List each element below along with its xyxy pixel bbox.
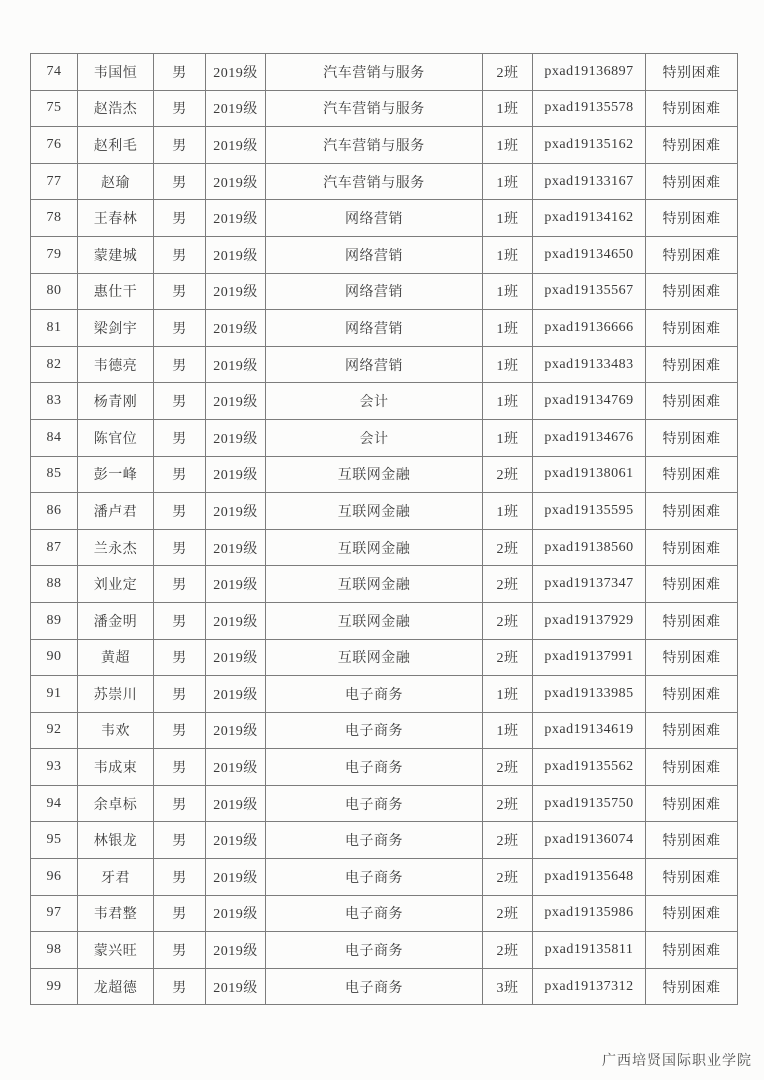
table-row xyxy=(31,419,738,456)
cell-class: 1班 xyxy=(483,127,533,164)
cell-class: 2班 xyxy=(483,859,533,896)
cell-grade: 2019级 xyxy=(206,968,266,1005)
cell-gender: 男 xyxy=(154,895,206,932)
cell-student-name: 彭一峰 xyxy=(78,456,154,493)
cell-difficulty-status: 特别困难 xyxy=(646,822,738,859)
table-row xyxy=(31,90,738,127)
cell-gender: 男 xyxy=(154,383,206,420)
cell-difficulty-status: 特别困难 xyxy=(646,310,738,347)
cell-class: 2班 xyxy=(483,54,533,91)
cell-student-id: pxad19138061 xyxy=(533,456,646,493)
cell-class: 1班 xyxy=(483,493,533,530)
cell-difficulty-status: 特别困难 xyxy=(646,200,738,237)
cell-row-number: 82 xyxy=(31,346,78,383)
table-row xyxy=(31,163,738,200)
cell-row-number: 74 xyxy=(31,54,78,91)
cell-difficulty-status: 特别困难 xyxy=(646,346,738,383)
cell-student-name: 赵浩杰 xyxy=(78,90,154,127)
table-row xyxy=(31,54,738,91)
cell-gender: 男 xyxy=(154,676,206,713)
cell-major: 网络营销 xyxy=(266,346,483,383)
cell-student-name: 赵瑜 xyxy=(78,163,154,200)
cell-student-id: pxad19134619 xyxy=(533,712,646,749)
cell-class: 1班 xyxy=(483,163,533,200)
cell-grade: 2019级 xyxy=(206,163,266,200)
cell-student-id: pxad19135578 xyxy=(533,90,646,127)
table-row xyxy=(31,456,738,493)
cell-student-name: 兰永杰 xyxy=(78,529,154,566)
cell-class: 2班 xyxy=(483,602,533,639)
cell-row-number: 87 xyxy=(31,529,78,566)
cell-row-number: 99 xyxy=(31,968,78,1005)
cell-student-id: pxad19135986 xyxy=(533,895,646,932)
cell-grade: 2019级 xyxy=(206,310,266,347)
cell-student-name: 龙超德 xyxy=(78,968,154,1005)
cell-major: 电子商务 xyxy=(266,749,483,786)
cell-major: 电子商务 xyxy=(266,895,483,932)
cell-row-number: 88 xyxy=(31,566,78,603)
cell-gender: 男 xyxy=(154,456,206,493)
cell-student-id: pxad19137347 xyxy=(533,566,646,603)
cell-student-id: pxad19138560 xyxy=(533,529,646,566)
cell-difficulty-status: 特别困难 xyxy=(646,639,738,676)
cell-major: 网络营销 xyxy=(266,273,483,310)
cell-student-id: pxad19135811 xyxy=(533,932,646,969)
table-row xyxy=(31,529,738,566)
cell-major: 互联网金融 xyxy=(266,639,483,676)
table-row xyxy=(31,859,738,896)
cell-gender: 男 xyxy=(154,90,206,127)
cell-gender: 男 xyxy=(154,859,206,896)
table-row xyxy=(31,566,738,603)
cell-gender: 男 xyxy=(154,968,206,1005)
cell-major: 网络营销 xyxy=(266,200,483,237)
cell-student-name: 牙君 xyxy=(78,859,154,896)
cell-difficulty-status: 特别困难 xyxy=(646,273,738,310)
cell-major: 互联网金融 xyxy=(266,602,483,639)
cell-gender: 男 xyxy=(154,822,206,859)
cell-row-number: 79 xyxy=(31,236,78,273)
cell-class: 1班 xyxy=(483,236,533,273)
cell-major: 网络营销 xyxy=(266,310,483,347)
cell-difficulty-status: 特别困难 xyxy=(646,602,738,639)
cell-grade: 2019级 xyxy=(206,602,266,639)
cell-row-number: 78 xyxy=(31,200,78,237)
cell-grade: 2019级 xyxy=(206,566,266,603)
cell-major: 电子商务 xyxy=(266,676,483,713)
cell-grade: 2019级 xyxy=(206,932,266,969)
cell-student-name: 韦欢 xyxy=(78,712,154,749)
cell-class: 2班 xyxy=(483,456,533,493)
cell-grade: 2019级 xyxy=(206,54,266,91)
cell-difficulty-status: 特别困难 xyxy=(646,419,738,456)
cell-grade: 2019级 xyxy=(206,712,266,749)
cell-difficulty-status: 特别困难 xyxy=(646,749,738,786)
cell-class: 2班 xyxy=(483,822,533,859)
cell-class: 2班 xyxy=(483,529,533,566)
cell-gender: 男 xyxy=(154,236,206,273)
cell-gender: 男 xyxy=(154,712,206,749)
cell-class: 1班 xyxy=(483,346,533,383)
cell-student-name: 王春林 xyxy=(78,200,154,237)
cell-student-id: pxad19137312 xyxy=(533,968,646,1005)
cell-student-id: pxad19133985 xyxy=(533,676,646,713)
cell-student-id: pxad19134650 xyxy=(533,236,646,273)
cell-major: 电子商务 xyxy=(266,712,483,749)
cell-gender: 男 xyxy=(154,529,206,566)
table-row xyxy=(31,639,738,676)
cell-student-id: pxad19134769 xyxy=(533,383,646,420)
cell-gender: 男 xyxy=(154,200,206,237)
cell-student-name: 韦君整 xyxy=(78,895,154,932)
table-row xyxy=(31,822,738,859)
cell-major: 汽车营销与服务 xyxy=(266,54,483,91)
cell-grade: 2019级 xyxy=(206,639,266,676)
cell-student-id: pxad19135648 xyxy=(533,859,646,896)
cell-gender: 男 xyxy=(154,346,206,383)
cell-row-number: 91 xyxy=(31,676,78,713)
cell-row-number: 95 xyxy=(31,822,78,859)
cell-gender: 男 xyxy=(154,310,206,347)
cell-grade: 2019级 xyxy=(206,785,266,822)
cell-grade: 2019级 xyxy=(206,529,266,566)
cell-row-number: 93 xyxy=(31,749,78,786)
cell-difficulty-status: 特别困难 xyxy=(646,493,738,530)
cell-student-id: pxad19135750 xyxy=(533,785,646,822)
cell-class: 2班 xyxy=(483,785,533,822)
cell-gender: 男 xyxy=(154,273,206,310)
cell-gender: 男 xyxy=(154,127,206,164)
cell-difficulty-status: 特别困难 xyxy=(646,968,738,1005)
cell-student-name: 林银龙 xyxy=(78,822,154,859)
cell-student-name: 杨青刚 xyxy=(78,383,154,420)
cell-grade: 2019级 xyxy=(206,236,266,273)
cell-difficulty-status: 特别困难 xyxy=(646,383,738,420)
cell-gender: 男 xyxy=(154,639,206,676)
cell-student-id: pxad19136074 xyxy=(533,822,646,859)
cell-student-name: 黄超 xyxy=(78,639,154,676)
cell-row-number: 80 xyxy=(31,273,78,310)
table-row xyxy=(31,346,738,383)
cell-row-number: 77 xyxy=(31,163,78,200)
cell-grade: 2019级 xyxy=(206,676,266,713)
cell-gender: 男 xyxy=(154,493,206,530)
cell-major: 会计 xyxy=(266,383,483,420)
cell-difficulty-status: 特别困难 xyxy=(646,566,738,603)
cell-row-number: 76 xyxy=(31,127,78,164)
table-row xyxy=(31,676,738,713)
table-body xyxy=(31,54,738,1005)
cell-row-number: 97 xyxy=(31,895,78,932)
cell-grade: 2019级 xyxy=(206,200,266,237)
cell-difficulty-status: 特别困难 xyxy=(646,895,738,932)
table-row xyxy=(31,712,738,749)
cell-gender: 男 xyxy=(154,932,206,969)
cell-student-name: 韦成束 xyxy=(78,749,154,786)
table-row xyxy=(31,749,738,786)
cell-student-name: 潘卢君 xyxy=(78,493,154,530)
cell-difficulty-status: 特别困难 xyxy=(646,236,738,273)
cell-student-id: pxad19136897 xyxy=(533,54,646,91)
cell-major: 互联网金融 xyxy=(266,529,483,566)
cell-row-number: 89 xyxy=(31,602,78,639)
cell-student-id: pxad19133167 xyxy=(533,163,646,200)
cell-row-number: 75 xyxy=(31,90,78,127)
cell-gender: 男 xyxy=(154,419,206,456)
cell-grade: 2019级 xyxy=(206,127,266,164)
cell-class: 1班 xyxy=(483,200,533,237)
cell-row-number: 94 xyxy=(31,785,78,822)
cell-class: 2班 xyxy=(483,639,533,676)
cell-class: 3班 xyxy=(483,968,533,1005)
table-row xyxy=(31,236,738,273)
cell-grade: 2019级 xyxy=(206,383,266,420)
cell-student-id: pxad19137929 xyxy=(533,602,646,639)
table-row xyxy=(31,200,738,237)
cell-row-number: 86 xyxy=(31,493,78,530)
cell-class: 1班 xyxy=(483,419,533,456)
table-row xyxy=(31,895,738,932)
cell-difficulty-status: 特别困难 xyxy=(646,456,738,493)
cell-student-name: 蒙建城 xyxy=(78,236,154,273)
cell-class: 1班 xyxy=(483,90,533,127)
cell-major: 互联网金融 xyxy=(266,493,483,530)
cell-grade: 2019级 xyxy=(206,493,266,530)
cell-major: 汽车营销与服务 xyxy=(266,127,483,164)
cell-class: 1班 xyxy=(483,383,533,420)
cell-student-id: pxad19135562 xyxy=(533,749,646,786)
cell-major: 汽车营销与服务 xyxy=(266,163,483,200)
cell-class: 2班 xyxy=(483,566,533,603)
cell-difficulty-status: 特别困难 xyxy=(646,54,738,91)
cell-student-name: 惠仕干 xyxy=(78,273,154,310)
table-row xyxy=(31,968,738,1005)
cell-class: 2班 xyxy=(483,932,533,969)
cell-major: 电子商务 xyxy=(266,859,483,896)
cell-student-name: 陈官位 xyxy=(78,419,154,456)
cell-difficulty-status: 特别困难 xyxy=(646,90,738,127)
cell-major: 电子商务 xyxy=(266,932,483,969)
cell-difficulty-status: 特别困难 xyxy=(646,712,738,749)
table-row xyxy=(31,273,738,310)
cell-student-name: 刘业定 xyxy=(78,566,154,603)
cell-class: 1班 xyxy=(483,273,533,310)
cell-gender: 男 xyxy=(154,785,206,822)
cell-grade: 2019级 xyxy=(206,895,266,932)
cell-gender: 男 xyxy=(154,749,206,786)
cell-major: 会计 xyxy=(266,419,483,456)
cell-difficulty-status: 特别困难 xyxy=(646,932,738,969)
cell-student-id: pxad19135595 xyxy=(533,493,646,530)
cell-class: 1班 xyxy=(483,310,533,347)
cell-gender: 男 xyxy=(154,163,206,200)
cell-grade: 2019级 xyxy=(206,90,266,127)
cell-row-number: 90 xyxy=(31,639,78,676)
cell-student-id: pxad19134676 xyxy=(533,419,646,456)
cell-row-number: 84 xyxy=(31,419,78,456)
student-roster-table xyxy=(30,53,738,1005)
cell-student-id: pxad19133483 xyxy=(533,346,646,383)
cell-major: 电子商务 xyxy=(266,785,483,822)
cell-difficulty-status: 特别困难 xyxy=(646,859,738,896)
cell-grade: 2019级 xyxy=(206,419,266,456)
cell-class: 2班 xyxy=(483,749,533,786)
table-row xyxy=(31,493,738,530)
cell-row-number: 98 xyxy=(31,932,78,969)
cell-major: 电子商务 xyxy=(266,822,483,859)
table-row xyxy=(31,310,738,347)
cell-row-number: 83 xyxy=(31,383,78,420)
cell-class: 1班 xyxy=(483,676,533,713)
cell-difficulty-status: 特别困难 xyxy=(646,529,738,566)
cell-grade: 2019级 xyxy=(206,456,266,493)
cell-student-id: pxad19135567 xyxy=(533,273,646,310)
cell-grade: 2019级 xyxy=(206,859,266,896)
cell-gender: 男 xyxy=(154,566,206,603)
table-row xyxy=(31,602,738,639)
cell-difficulty-status: 特别困难 xyxy=(646,163,738,200)
cell-grade: 2019级 xyxy=(206,822,266,859)
cell-student-name: 余卓标 xyxy=(78,785,154,822)
cell-student-name: 苏崇川 xyxy=(78,676,154,713)
cell-major: 网络营销 xyxy=(266,236,483,273)
cell-row-number: 85 xyxy=(31,456,78,493)
cell-difficulty-status: 特别困难 xyxy=(646,676,738,713)
cell-major: 电子商务 xyxy=(266,968,483,1005)
cell-grade: 2019级 xyxy=(206,749,266,786)
table-row xyxy=(31,785,738,822)
cell-student-name: 蒙兴旺 xyxy=(78,932,154,969)
cell-grade: 2019级 xyxy=(206,273,266,310)
cell-student-id: pxad19135162 xyxy=(533,127,646,164)
cell-row-number: 96 xyxy=(31,859,78,896)
cell-gender: 男 xyxy=(154,54,206,91)
cell-student-name: 梁剑宇 xyxy=(78,310,154,347)
cell-major: 互联网金融 xyxy=(266,456,483,493)
cell-student-name: 潘金明 xyxy=(78,602,154,639)
cell-gender: 男 xyxy=(154,602,206,639)
cell-student-name: 韦德亮 xyxy=(78,346,154,383)
cell-grade: 2019级 xyxy=(206,346,266,383)
cell-row-number: 92 xyxy=(31,712,78,749)
cell-student-id: pxad19134162 xyxy=(533,200,646,237)
footer-school-name: 广西培贤国际职业学院 xyxy=(602,1054,752,1069)
cell-class: 2班 xyxy=(483,895,533,932)
table-row xyxy=(31,383,738,420)
cell-student-id: pxad19137991 xyxy=(533,639,646,676)
cell-difficulty-status: 特别困难 xyxy=(646,785,738,822)
cell-student-name: 赵利毛 xyxy=(78,127,154,164)
cell-student-name: 韦国恒 xyxy=(78,54,154,91)
cell-major: 互联网金融 xyxy=(266,566,483,603)
cell-major: 汽车营销与服务 xyxy=(266,90,483,127)
cell-student-id: pxad19136666 xyxy=(533,310,646,347)
table-row xyxy=(31,127,738,164)
cell-class: 1班 xyxy=(483,712,533,749)
cell-difficulty-status: 特别困难 xyxy=(646,127,738,164)
table-row xyxy=(31,932,738,969)
cell-row-number: 81 xyxy=(31,310,78,347)
